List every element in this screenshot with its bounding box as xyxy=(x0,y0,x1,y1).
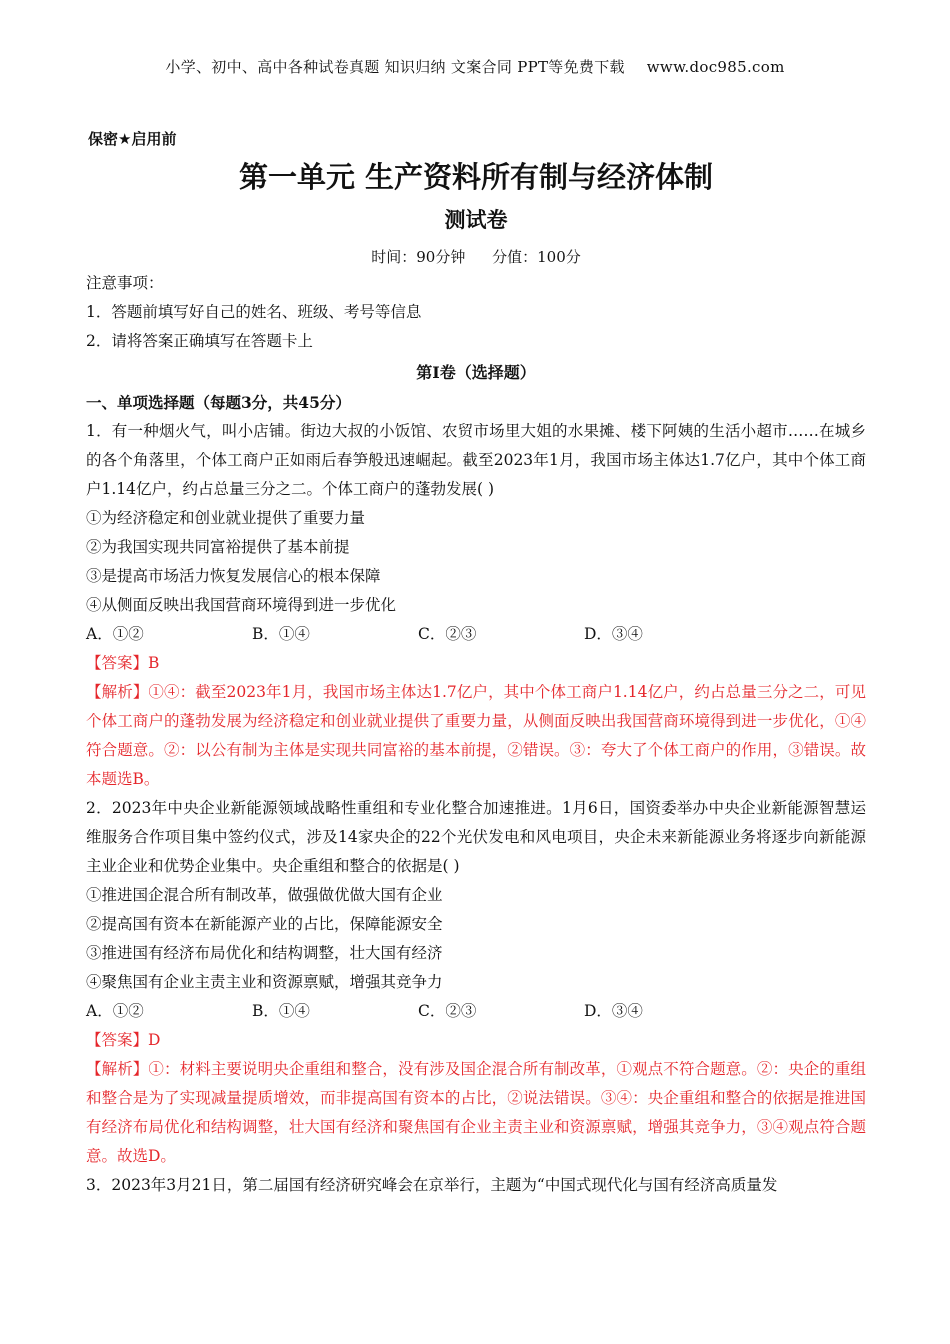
exam-score: 分值：100分 xyxy=(492,248,581,266)
answer-options xyxy=(86,997,866,1026)
option-b: B．①④ xyxy=(252,625,310,643)
question-3 xyxy=(86,1171,866,1200)
exam-meta xyxy=(86,245,866,269)
statement-item: ②提高国有资本在新能源产业的占比，保障能源安全 xyxy=(86,915,443,933)
question-stem: 3．2023年3月21日，第二届国有经济研究峰会在京举行，主题为“中国式现代化与国有经济高质量发 xyxy=(86,1176,778,1194)
option-c: C．②③ xyxy=(418,625,477,643)
page-subtitle: 测试卷 xyxy=(444,208,508,232)
analysis-text: 【解析】①④：截至2023年1月，我国市场主体达1.7亿户，其中个体工商户1.14亿户，约占总量三分之二，可见个体工商户的蓬勃发展为经济稳定和创业就业提供了重要力量，从侧面反映出我国营商环境得到进一步优化，①④符合题意。②：以公有制为主体是实现共同富裕的基本前提，②错误。③：夸大了个体工商户的作用，③错误。故本题选B。 xyxy=(86,683,866,788)
statement-item: ①为经济稳定和创业就业提供了重要力量 xyxy=(86,509,366,527)
site-banner-text: 小学、初中、高中各种试卷真题 知识归纳 文案合同 PPT等免费下载 xyxy=(165,58,625,76)
option-a: A．①② xyxy=(86,1002,144,1020)
question-stem: 1．有一种烟火气，叫小店铺。街边大叔的小饭馆、农贸市场里大姐的水果摊、楼下阿姨的生活小超市……在城乡的各个角落里，个体工商户正如雨后春笋般迅速崛起。截至2023年1月，我国市场主体达1.7亿户，其中个体工商户1.14亿户，约占总量三分之二。个体工商户的蓬勃发展( ) xyxy=(86,422,866,498)
notes-title: 注意事项： xyxy=(86,274,164,292)
answer-key: 【答案】D xyxy=(86,1031,161,1049)
question-1 xyxy=(86,417,866,794)
analysis-text: 【解析】①：材料主要说明央企重组和整合，没有涉及国企混合所有制改革，①观点不符合题意。②：央企的重组和整合是为了实现减量提质增效，而非提高国有资本的占比，②说法错误。③④：央企重组和整合的依据是推进国有经济布局优化和结构调整，壮大国有经济和聚焦国有企业主责主业和资源禀赋，增强其竞争力，③④观点符合题意。故选D。 xyxy=(86,1060,866,1165)
statement-item: ④聚焦国有企业主责主业和资源禀赋，增强其竞争力 xyxy=(86,973,443,991)
section-title: 第I卷（选择题） xyxy=(416,363,536,382)
page-title: 第一单元 生产资料所有制与经济体制 xyxy=(238,160,714,194)
option-d: D．③④ xyxy=(584,625,643,643)
confidential-label: 保密★启用前 xyxy=(88,130,177,148)
option-a: A．①② xyxy=(86,625,144,643)
note-item: 2．请将答案正确填写在答题卡上 xyxy=(86,332,313,350)
site-header xyxy=(0,56,950,77)
question-stem: 2．2023年中央企业新能源领域战略性重组和专业化整合加速推进。1月6日，国资委举办中央企业新能源智慧运维服务合作项目集中签约仪式，涉及14家央企的22个光伏发电和风电项目，央企未来新能源业务将逐步向新能源主业企业和优势企业集中。央企重组和整合的依据是( ) xyxy=(86,799,866,875)
question-2 xyxy=(86,794,866,1171)
option-b: B．①④ xyxy=(252,1002,310,1020)
statement-item: ④从侧面反映出我国营商环境得到进一步优化 xyxy=(86,596,397,614)
option-c: C．②③ xyxy=(418,1002,477,1020)
option-d: D．③④ xyxy=(584,1002,643,1020)
site-url[interactable]: www.doc985.com xyxy=(646,58,785,76)
answer-key: 【答案】B xyxy=(86,654,160,672)
exam-content xyxy=(86,128,866,1200)
note-item: 1．答题前填写好自己的姓名、班级、考号等信息 xyxy=(86,303,422,321)
statement-item: ③推进国有经济布局优化和结构调整，壮大国有经济 xyxy=(86,944,443,962)
statement-item: ②为我国实现共同富裕提供了基本前提 xyxy=(86,538,350,556)
statement-item: ③是提高市场活力恢复发展信心的根本保障 xyxy=(86,567,381,585)
exam-time: 时间：90分钟 xyxy=(371,248,466,266)
answer-options xyxy=(86,620,866,649)
part-title: 一、单项选择题（每题3分，共45分） xyxy=(86,393,351,412)
statement-item: ①推进国企混合所有制改革，做强做优做大国有企业 xyxy=(86,886,443,904)
